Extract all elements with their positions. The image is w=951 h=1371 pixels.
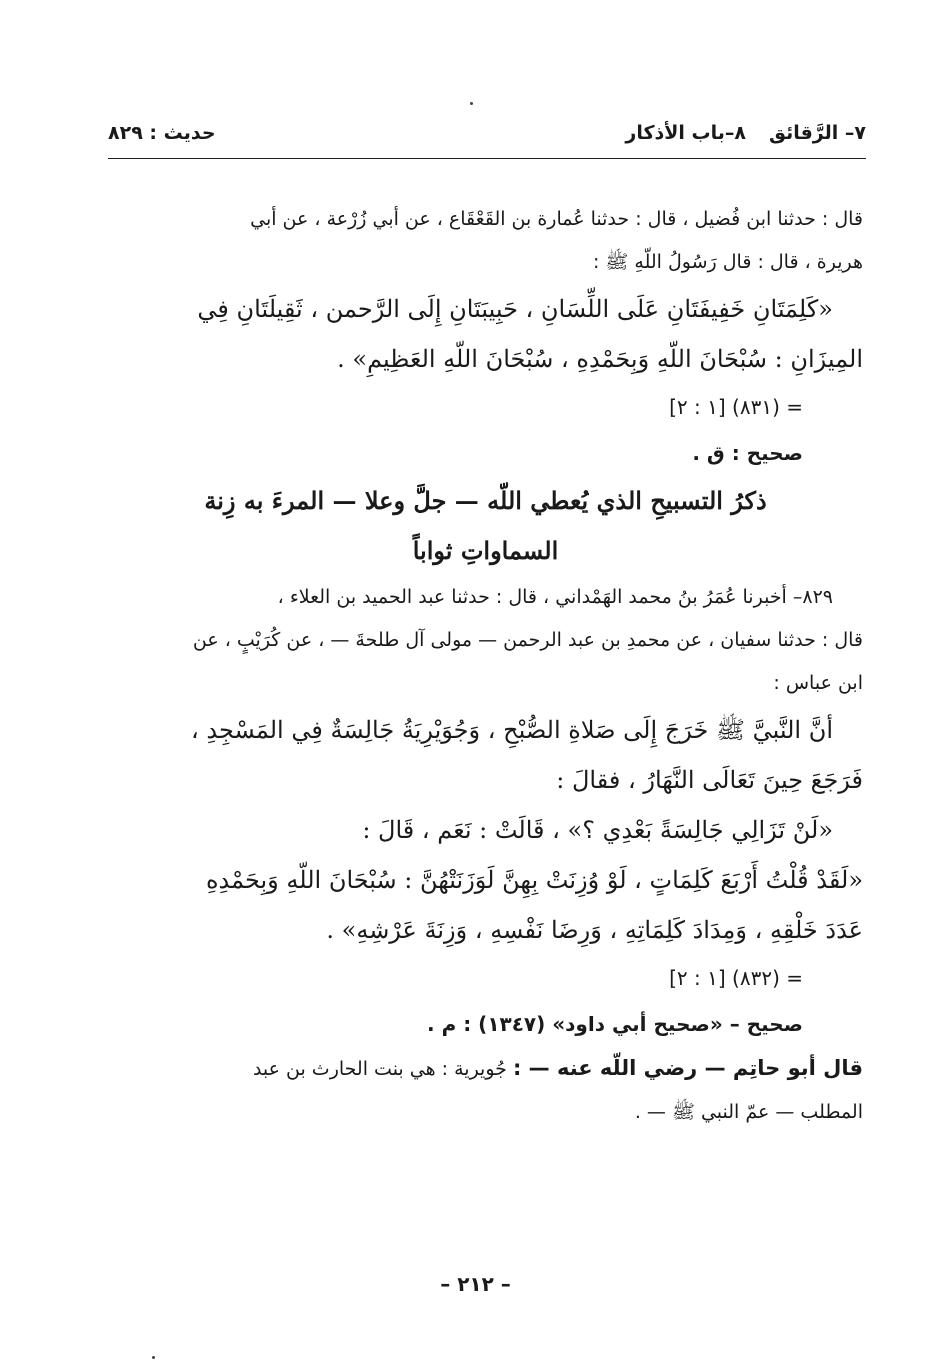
isnad-line: قال : حدثنا سفيان ، عن محمدِ بن عبد الرحمن — مولى آل طلحةَ — ، عن كُرَيْبٍ ، عن — [192, 629, 863, 651]
cross-reference: = (٨٣٢) [١ : ٢] — [669, 966, 803, 990]
ink-speck — [470, 102, 473, 105]
commentary-text: جُويرية : هي بنت الحارث بن عبد — [252, 1058, 507, 1080]
header-divider — [108, 158, 866, 159]
isnad-line: ٨٢٩– أخبرنا عُمَرُ بنُ محمد الهَمْداني ، قال : حدثنا عبد الحميد بن العلاء ، — [277, 586, 833, 608]
chapter-heading-line: السماواتِ ثواباً — [412, 536, 559, 565]
page-number: – ٢١٢ – — [440, 1272, 511, 1296]
matn-line: فَرَجَعَ حِينَ تَعَالَى النَّهَارُ ، فقالَ : — [556, 766, 863, 794]
hadith-grade: صحيح : ق . — [692, 441, 803, 465]
hadith-grade: صحيح – «صحيح أبي داود» (١٣٤٧) : م . — [427, 1012, 803, 1036]
cross-reference: = (٨٣١) [١ : ٢] — [669, 395, 803, 419]
matn-line: «كَلِمَتَانِ خَفِيفَتَانِ عَلَى اللِّسَانِ ، حَبِيبَتَانِ إِلَى الرَّحمن ، ثَقِيلَتَانِ فِي — [197, 295, 833, 323]
book-title: ٧– الرَّقائق — [768, 122, 866, 144]
matn-line: «لَنْ تَزَالِي جَالِسَةً بَعْدِي ؟» ، قَالَتْ : نَعَم ، قَالَ : — [362, 816, 833, 844]
running-header — [108, 118, 866, 154]
commentary-lead: قال أبو حاتِم — رضي اللّه عنه — : — [512, 1056, 863, 1080]
hadith-reference: حديث : ٨٢٩ — [108, 122, 216, 144]
commentary-line — [108, 1047, 863, 1091]
commentary-line: المطلب — عمّ النبي ﷺ — . — [634, 1101, 863, 1123]
ink-speck — [152, 1356, 155, 1359]
chapter-heading — [108, 476, 863, 576]
chapter-title: ٨–باب الأذكار — [625, 122, 746, 144]
chapter-heading-line: ذكرُ التسبيحِ الذي يُعطي اللّه — جلَّ وعلا — المرءَ به زِنة — [204, 486, 767, 515]
isnad-line: ابن عباس : — [773, 672, 863, 694]
matn-line: المِيزَانِ : سُبْحَانَ اللّهِ وَبِحَمْدِهِ ، سُبْحَانَ اللّهِ العَظِيمِ» . — [337, 345, 863, 373]
matn-line: «لَقَدْ قُلْتُ أَرْبَعَ كَلِمَاتٍ ، لَوْ وُزِنَتْ بِهِنَّ لَوَزَنَتْهُنَّ : سُبْحَانَ اللّهِ وَبِحَمْدِهِ — [205, 866, 863, 894]
matn-line: أنَّ النَّبيَّ ﷺ خَرَجَ إِلَى صَلاةِ الصُّبْحِ ، وَجُوَيْرِيَةُ جَالِسَةٌ فِي المَسْجِدِ ، — [190, 716, 833, 744]
page-body — [108, 198, 863, 1134]
matn-line: عَدَدَ خَلْقِهِ ، وَمِدَادَ كَلِمَاتِهِ ، وَرِضَا نَفْسِهِ ، وَزِنَةَ عَرْشِهِ» . — [326, 916, 863, 944]
isnad-line: هريرة ، قال : قال رَسُولُ اللّهِ ﷺ : — [592, 251, 863, 273]
isnad-line: قال : حدثنا ابن فُضيل ، قال : حدثنا عُمارة بن القَعْقَاع ، عن أبي زُرْعة ، عن أبي — [250, 208, 863, 230]
